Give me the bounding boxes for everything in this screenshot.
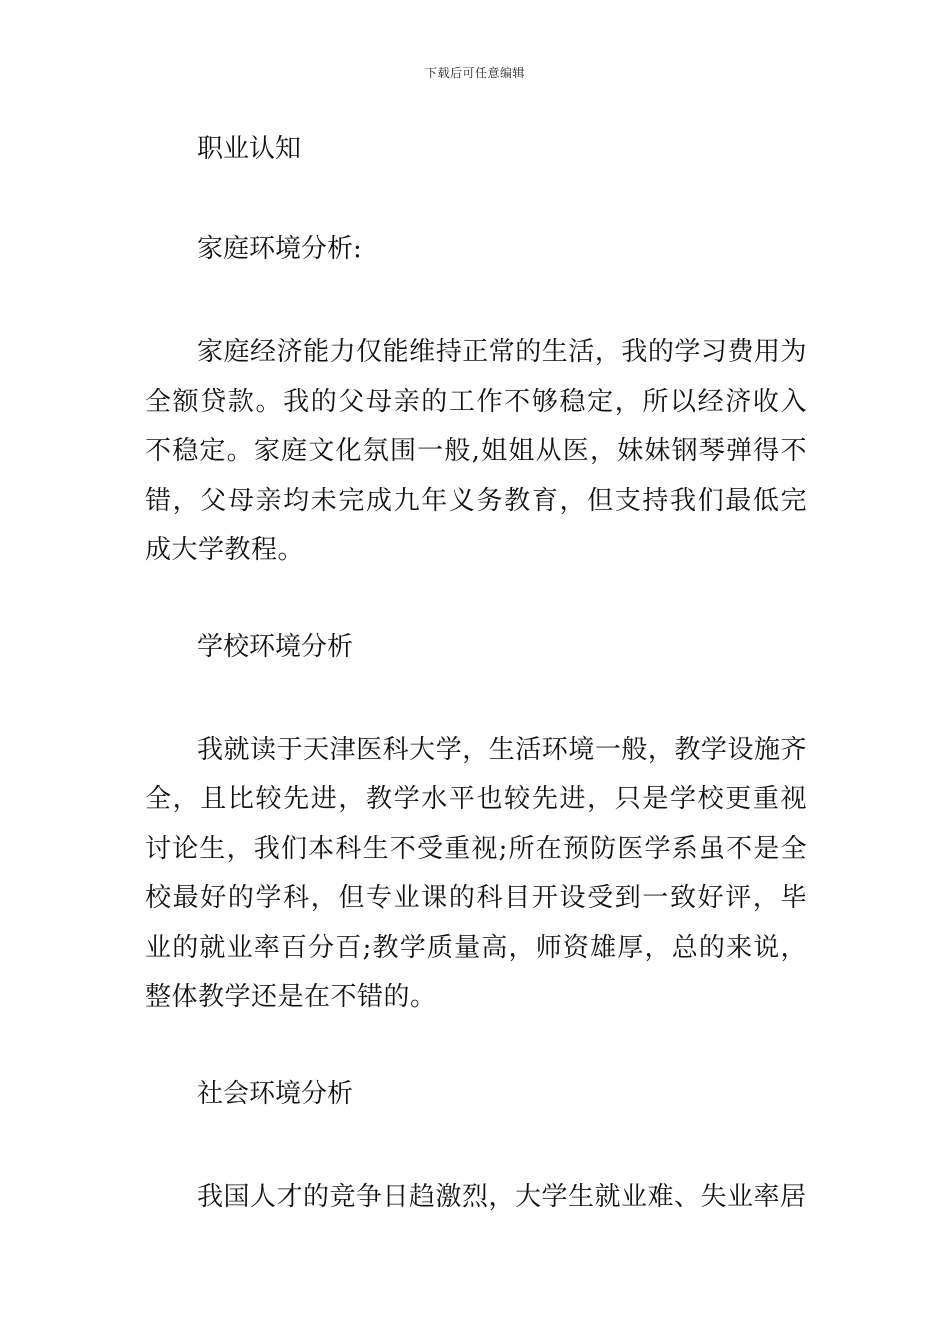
section-body-society: 我国人才的竞争日趋激烈，大学生就业难、失业率居 (197, 1181, 807, 1212)
document-title: 职业认知 (197, 134, 302, 164)
section-heading-school: 学校环境分析 (197, 631, 354, 662)
section-heading-family: 家庭环境分析: (197, 234, 362, 264)
section-body-family: 家庭经济能力仅能维持正常的生活，我的学习费用为全额贷款。我的父母亲的工作不够稳定，所以经济收入不稳定。家庭文化氛围一般,姐姐从医，妹妹钢琴弹得不错，父母亲均未完成九年义务教育，但支持我们最低完成大学教程。 (145, 337, 807, 565)
section-heading-society: 社会环境分析 (197, 1078, 354, 1109)
section-body-school: 我就读于天津医科大学，生活环境一般，教学设施齐全，且比较先进，教学水平也较先进，只是学校更重视讨论生，我们本科生不受重视;所在预防医学系虽不是全校最好的学科，但专业课的科目开设受到一致好评，毕业的就业率百分百;教学质量高，师资雄厚，总的来说，整体教学还是在不错的。 (145, 734, 807, 1012)
page-header-note: 下载后可任意编辑 (424, 66, 525, 80)
document-body (145, 128, 807, 1222)
